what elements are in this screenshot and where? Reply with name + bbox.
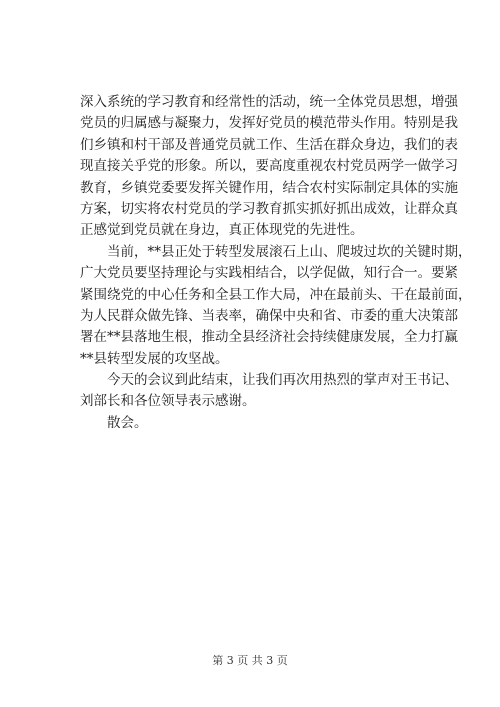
text-line: 紧围绕党的中心任务和全县工作大局，冲在最前头、干在最前面， bbox=[80, 286, 472, 303]
text-line: 散会。 bbox=[107, 414, 148, 431]
text-line: 现直接关乎党的形象。所以，要高度重视农村党员两学一做学习 bbox=[80, 158, 458, 175]
text-line: 广大党员要坚持理论与实践相结合，以学促做，知行合一。要紧 bbox=[80, 265, 458, 282]
text-line: 深入系统的学习教育和经常性的活动，统一全体党员思想，增强 bbox=[80, 94, 458, 110]
page-footer bbox=[0, 652, 500, 668]
text-line: 教育，乡镇党委要发挥关键作用，结合农村实际制定具体的实施 bbox=[80, 179, 458, 196]
text-line: 方案，切实将农村党员的学习教育抓实抓好抓出成效，让群众真 bbox=[80, 200, 458, 217]
text-line: 正感觉到党员就在身边，真正体现党的先进性。 bbox=[80, 222, 364, 239]
paragraph-continuation bbox=[80, 92, 458, 242]
text-line: 当前，**县正处于转型发展滚石上山、爬坡过坎的关键时期， bbox=[107, 243, 472, 260]
paragraph-adjourn bbox=[80, 413, 420, 434]
text-line: 党员的归属感与凝聚力，发挥好党员的模范带头作用。特别是我 bbox=[80, 115, 458, 132]
page-number-label: 第 3 页 共 3 页 bbox=[212, 654, 288, 667]
text-line: 刘部长和各位领导表示感谢。 bbox=[80, 393, 256, 410]
paragraph-current-situation bbox=[80, 242, 472, 370]
text-line: **县转型发展的攻坚战。 bbox=[80, 350, 229, 367]
text-line: 们乡镇和村干部及普通党员就工作、生活在群众身边，我们的表 bbox=[80, 136, 458, 153]
text-line: 为人民群众做先锋、当表率，确保中央和省、市委的重大决策部 bbox=[80, 307, 458, 324]
text-line: 今天的会议到此结束，让我们再次用热烈的掌声对王书记、 bbox=[107, 372, 458, 389]
paragraph-closing-remarks bbox=[80, 370, 458, 413]
document-body bbox=[80, 92, 472, 434]
text-line: 署在**县落地生根，推动全县经济社会持续健康发展，全力打赢 bbox=[80, 329, 458, 346]
